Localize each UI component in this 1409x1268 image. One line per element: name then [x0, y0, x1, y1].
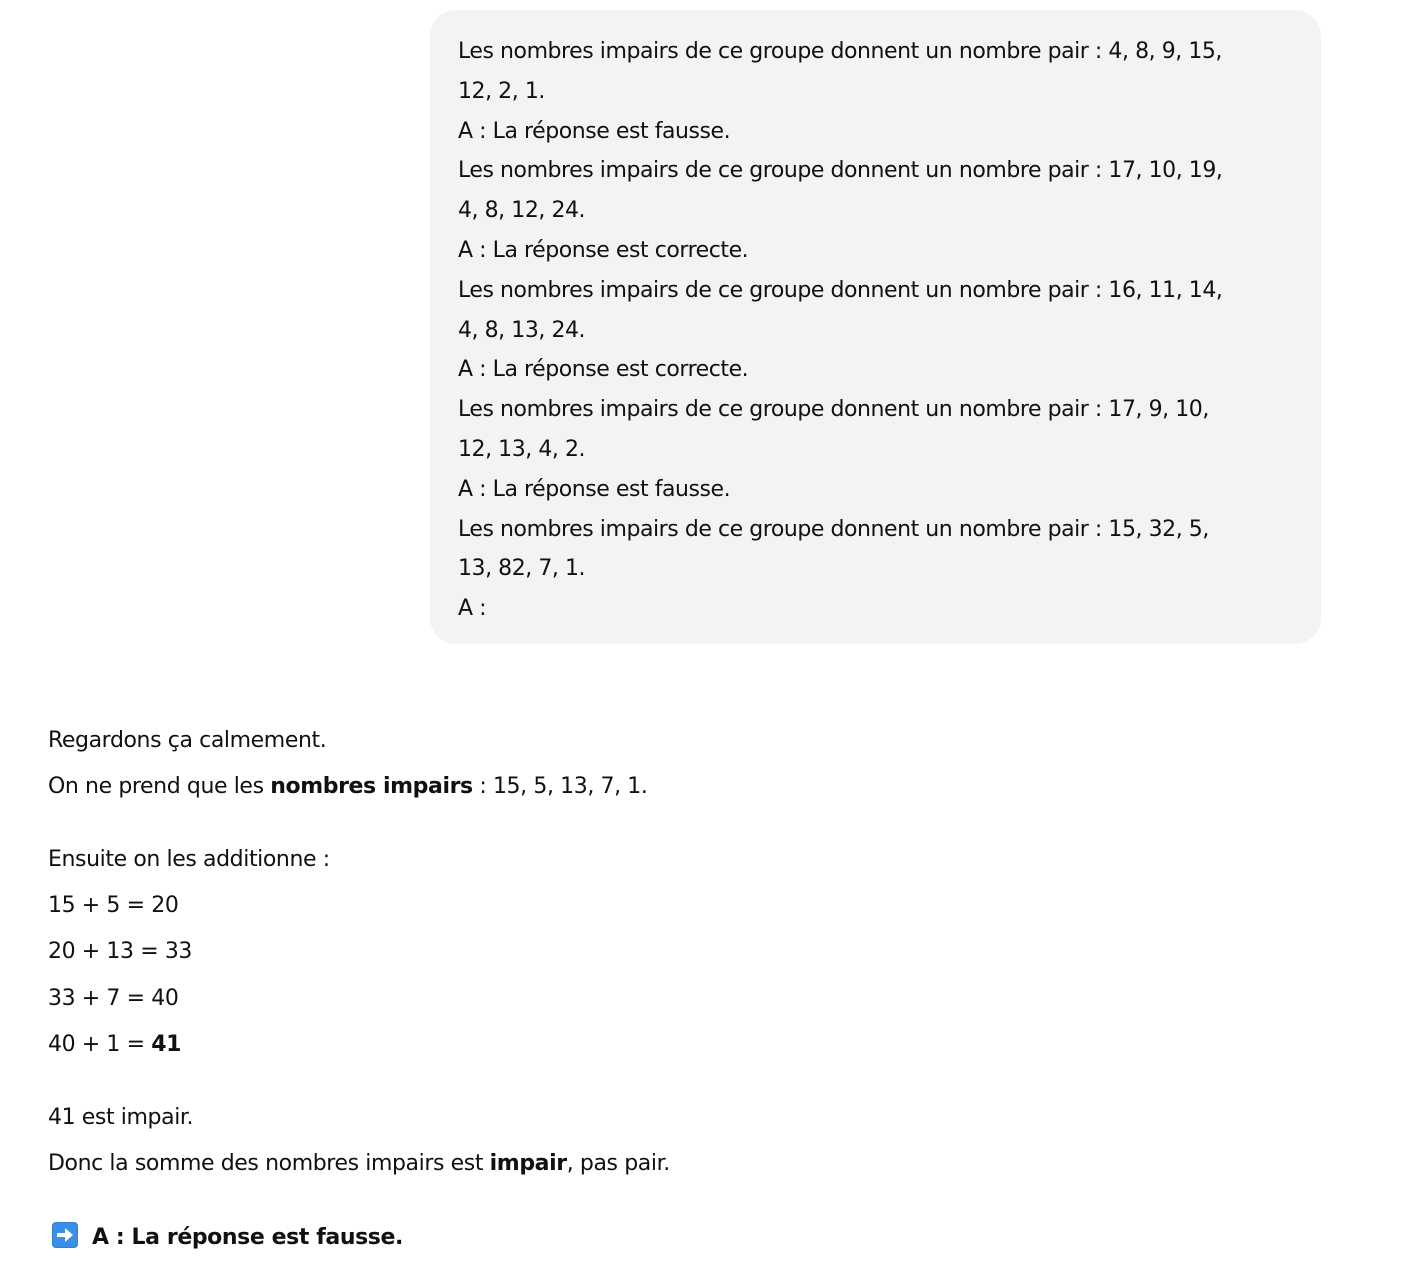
user-message-line: 4, 8, 13, 24.	[458, 317, 586, 343]
user-message-line: Les nombres impairs de ce groupe donnent un nombre pair : 17, 10, 19,	[458, 158, 1223, 184]
user-message-line: 12, 13, 4, 2.	[458, 436, 586, 462]
conclusion-line	[48, 1149, 670, 1179]
verdict-line	[52, 1222, 403, 1253]
conclusion-bold: impair	[489, 1151, 567, 1176]
assistant-intro: Regardons ça calmement.	[48, 728, 327, 753]
final-sum-value: 41	[151, 1032, 182, 1057]
sum-step: 33 + 7 = 40	[48, 986, 179, 1011]
user-message-line: A : La réponse est correcte.	[458, 237, 749, 263]
odd-numbers-suffix: : 15, 5, 13, 7, 1.	[472, 774, 648, 799]
user-message-line: 13, 82, 7, 1.	[458, 556, 586, 582]
user-message-line: A : La réponse est correcte.	[458, 357, 749, 383]
user-message-line: Les nombres impairs de ce groupe donnent un nombre pair : 16, 11, 14,	[458, 277, 1223, 303]
verdict-text: A : La réponse est fausse.	[92, 1225, 403, 1250]
sum-step: 15 + 5 = 20	[48, 893, 179, 918]
user-message-line: 4, 8, 12, 24.	[458, 198, 586, 224]
sum-step-final	[48, 1030, 181, 1060]
parity-note: 41 est impair.	[48, 1105, 194, 1130]
odd-numbers-line	[48, 772, 647, 802]
user-message-line: 12, 2, 1.	[458, 78, 545, 104]
user-message-bubble	[430, 10, 1321, 644]
conclusion-prefix: Donc la somme des nombres impairs est	[48, 1151, 490, 1176]
sum-step: 20 + 13 = 33	[48, 939, 193, 964]
sum-intro: Ensuite on les additionne :	[48, 847, 330, 872]
odd-numbers-prefix: On ne prend que les	[48, 774, 271, 799]
user-message-line: A : La réponse est fausse.	[458, 118, 731, 144]
user-message-line: Les nombres impairs de ce groupe donnent un nombre pair : 4, 8, 9, 15,	[458, 39, 1222, 64]
conclusion-suffix: , pas pair.	[566, 1151, 670, 1176]
user-message-line: A : La réponse est fausse.	[458, 476, 731, 502]
right-arrow-icon	[52, 1222, 78, 1248]
odd-numbers-bold: nombres impairs	[270, 774, 473, 799]
user-message-line: Les nombres impairs de ce groupe donnent un nombre pair : 17, 9, 10,	[458, 397, 1209, 423]
user-message-line: Les nombres impairs de ce groupe donnent un nombre pair : 15, 32, 5,	[458, 516, 1209, 542]
final-step-prefix: 40 + 1 =	[48, 1032, 152, 1057]
user-message-line: A :	[458, 596, 487, 622]
